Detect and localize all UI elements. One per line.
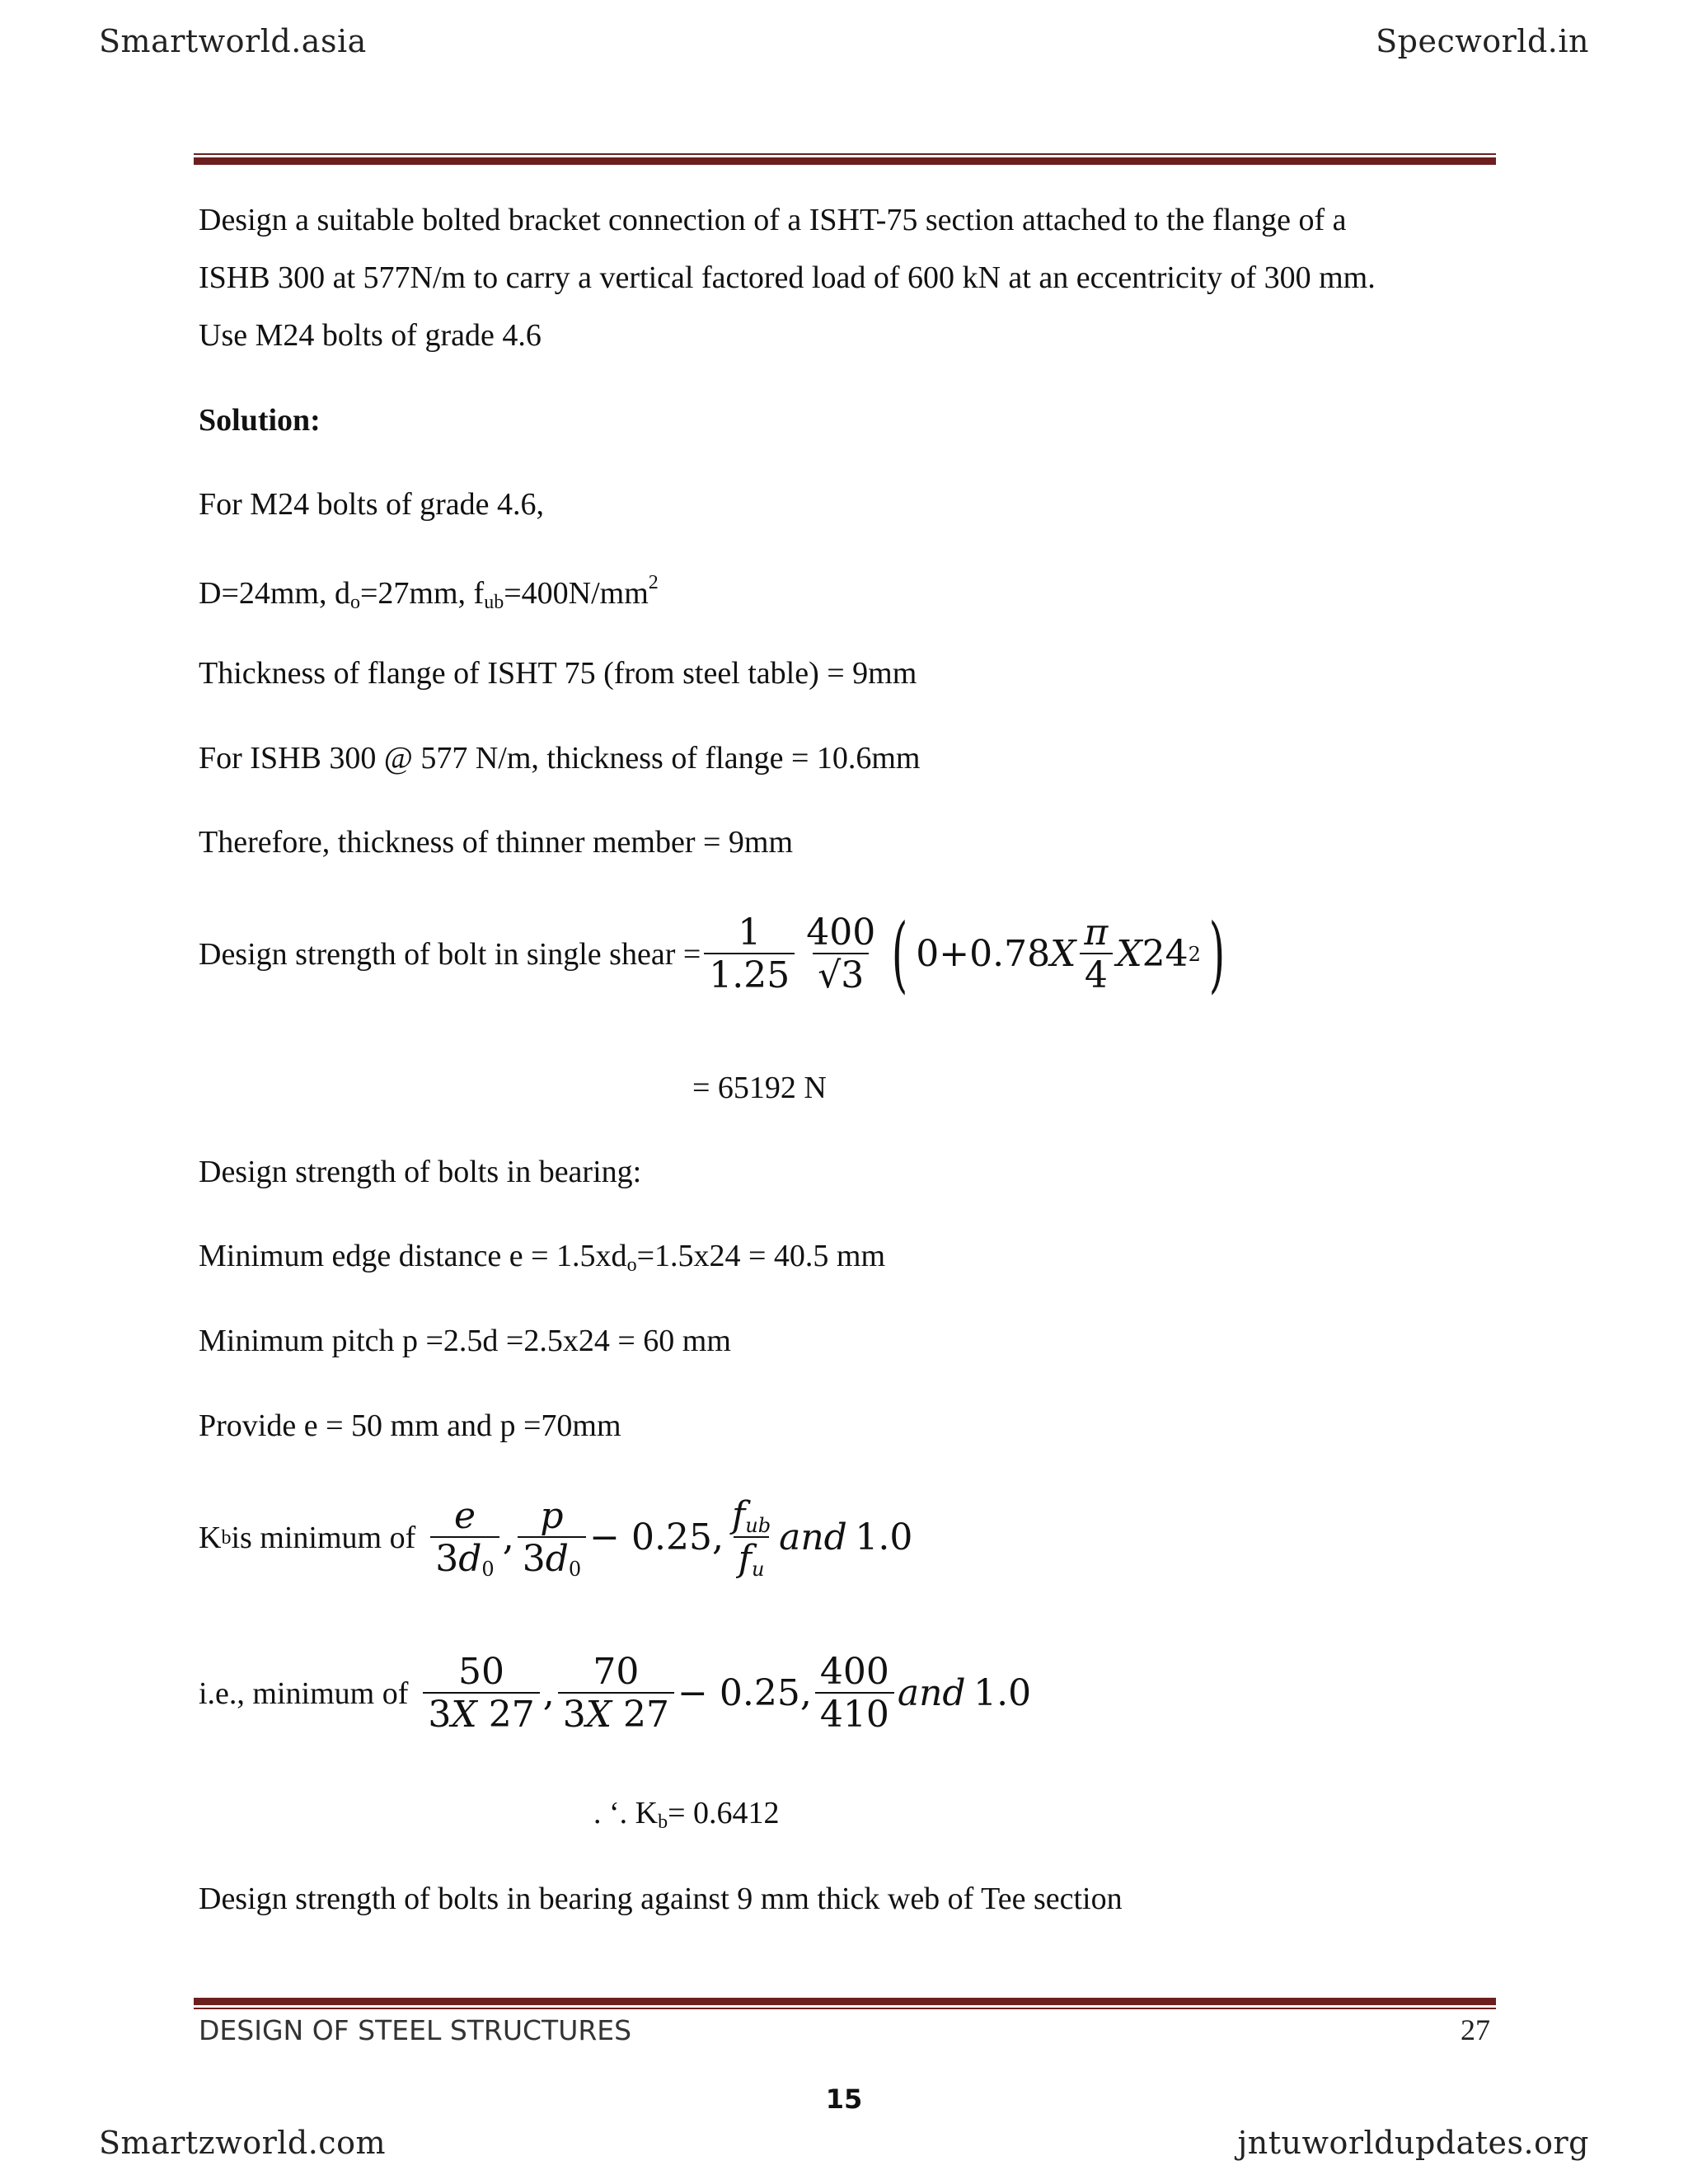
provide-line: Provide e = 50 mm and p =70mm — [199, 1408, 621, 1443]
problem-line-1: Design a suitable bolted bracket connection of a ISHT-75 section attached to the flange of a — [199, 203, 1347, 237]
watermark-bottom-right: jntuworldupdates.org — [1237, 2125, 1589, 2161]
right-paren: ) — [1208, 906, 1226, 1003]
watermark-bottom-left: Smartzworld.com — [99, 2125, 386, 2161]
kb-numeric-equation: i.e., minimum of $\frac{50}{3X 27}$ , $\frac{70}{3X 27}$ − 0.25 , $\frac{400}{410}$ and 1.0 — [199, 1651, 1032, 1736]
problem-line-2: ISHB 300 at 577N/m to carry a vertical factored load of 600 kN at an eccentricity of 300 mm. — [199, 260, 1376, 295]
kb-result: . ‘. $K_b= 0.6412$ — [593, 1796, 780, 1833]
watermark-top-right: Specworld.in — [1376, 23, 1589, 59]
watermark-top-left: Smartworld.asia — [99, 23, 367, 59]
footer-title: DESIGN OF STEEL STRUCTURES — [199, 2014, 632, 2046]
left-paren: ( — [891, 906, 908, 1003]
fraction-50-over-81: $\frac{50}{3X 27}$ — [423, 1652, 539, 1736]
problem-line-3: Use M24 bolts of grade 4.6 — [199, 318, 542, 353]
shear-fraction-2: $\frac{400}{√3}$ — [806, 912, 876, 997]
pi-over-4-fraction: $\frac{\pi}{4}$ — [1079, 913, 1113, 996]
footer-rule — [194, 1998, 1496, 2009]
fraction-400-over-410: $\frac{400}{410}$ — [815, 1652, 894, 1736]
e-over-3d0-fraction: $\frac{e}{3d_0}$ — [430, 1497, 499, 1581]
shear-fraction-1: $\frac{1}{1.25}$ — [704, 913, 795, 996]
bearing-web-line: Design strength of bolts in bearing against 9 mm thick web of Tee section — [199, 1882, 1123, 1916]
bearing-heading: Design strength of bolts in bearing: — [199, 1155, 642, 1189]
bolt-dimensions-line: D=24mm, $d_o=27mm$, $f_{ub}=400N/mm^2$ — [199, 572, 659, 613]
fraction-70-over-81: $\frac{70}{3X 27}$ — [558, 1652, 674, 1736]
solution-heading: Solution: — [199, 403, 321, 438]
flange-ishb-line: For ISHB 300 @ 577 N/m, thickness of flange = 10.6mm — [199, 741, 921, 776]
bolt-grade-line: For M24 bolts of grade 4.6, — [199, 487, 545, 522]
shear-result: = 65192 N — [692, 1071, 827, 1105]
sheet-number: 15 — [825, 2083, 863, 2115]
header-rule — [194, 153, 1496, 165]
p-over-3d0-fraction: $\frac{p}{3d_0}$ — [518, 1497, 586, 1581]
shear-equation: Design strength of bolt in single shear = $\frac{1}{1.25}$ $\frac{400}{√3}$ ( 0+0.78 X $\frac{\pi}{4}$ X 24 2 ) — [199, 906, 1226, 1003]
flange-isht-line: Thickness of flange of ISHT 75 (from steel table) = 9mm — [199, 656, 917, 691]
thinner-member-line: Therefore, thickness of thinner member = 9mm — [199, 825, 794, 860]
kb-equation: K b is minimum of $\frac{e}{3d_0}$ , $\frac{p}{3d_0}$ − 0.25 , $\frac{f_{ub}}{f_u}$ and 1.0 — [199, 1494, 913, 1582]
pitch-line: Minimum pitch p =2.5d =2.5x24 = 60 mm — [199, 1324, 731, 1358]
footer-page-number: 27 — [1461, 2013, 1490, 2046]
edge-distance-line: Minimum edge distance $e = 1.5xd_o=1.5x24 = 40.5$ mm — [199, 1239, 886, 1276]
fub-over-fu-fraction: $\frac{f_{ub}}{f_u}$ — [731, 1494, 771, 1582]
